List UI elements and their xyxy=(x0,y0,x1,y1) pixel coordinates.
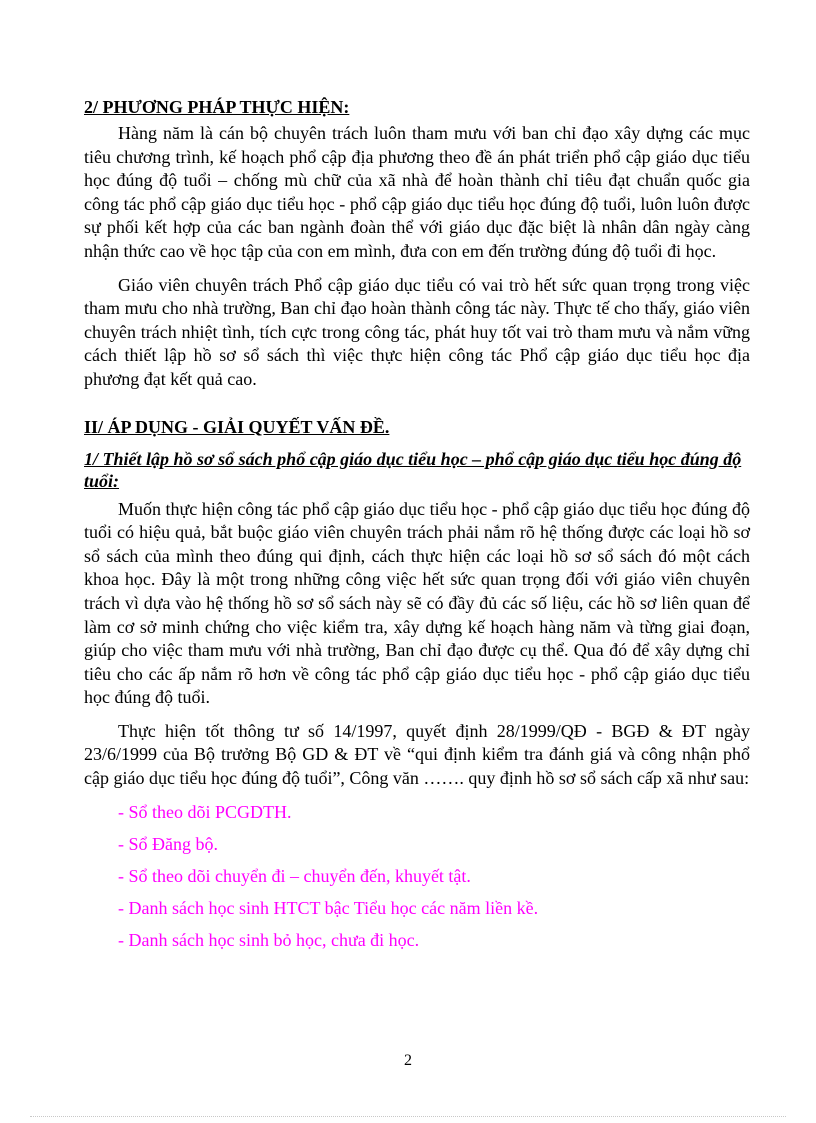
apply-paragraph-2: Thực hiện tốt thông tư số 14/1997, quyết định 28/1999/QĐ - BGĐ & ĐT ngày 23/6/1999 của Bộ trưởng Bộ GD & ĐT về “qui định kiểm tra đánh giá và công nhận phổ cập giáo dục tiểu học đúng độ tuổi”, Công văn ……. quy định hồ sơ sổ sách cấp xã như sau: xyxy=(84,720,750,789)
page-number: 2 xyxy=(404,1052,412,1069)
section-apply-title: II/ ÁP DỤNG - GIẢI QUYẾT VẤN ĐỀ. xyxy=(84,416,390,437)
page-divider xyxy=(30,1116,786,1117)
list-item: - Sổ theo dõi PCGDTH. xyxy=(118,801,292,822)
section-method-title: 2/ PHƯƠNG PHÁP THỰC HIỆN: xyxy=(84,97,350,117)
subsection-title: 1/ Thiết lập hồ sơ sổ sách phổ cập giáo dục tiểu học – phổ cập giáo dục tiểu học đúng độ tuổi: xyxy=(84,448,742,491)
list-item: - Sổ theo dõi chuyển đi – chuyển đến, khuyết tật. xyxy=(118,865,471,886)
list-item: - Danh sách học sinh HTCT bậc Tiểu học các năm liền kề. xyxy=(118,897,539,918)
list-item: - Danh sách học sinh bỏ học, chưa đi học. xyxy=(118,929,420,950)
apply-paragraph-1: Muốn thực hiện công tác phổ cập giáo dục tiểu học - phổ cập giáo dục tiểu học đúng độ tuổi có hiệu quả, bắt buộc giáo viên chuyên trách phải nắm rõ hệ thống được các loại hồ sơ sổ sách của mình theo đúng qui định, cách thực hiện các loại hồ sơ sổ sách đó một cách khoa học. Đây là một trong những công việc hết sức quan trọng đối với giáo viên chuyên trách vì dựa vào hệ thống hồ sơ sổ sách này sẽ có đầy đủ các số liệu, các hồ sơ liên quan để làm cơ sở minh chứng cho việc kiểm tra, xây dựng kế hoạch hàng năm và từng giai đoạn, giúp cho việc tham mưu với nhà trường, Ban chỉ đạo được cụ thể. Qua đó để xây dựng chỉ tiêu cho các ấp nắm rõ hơn về công tác phổ cập giáo dục tiểu học - phổ cập giáo dục tiểu học đúng độ tuổi. xyxy=(84,498,750,708)
document-page xyxy=(84,96,750,961)
method-paragraph-2: Giáo viên chuyên trách Phổ cập giáo dục tiểu có vai trò hết sức quan trọng trong việc tham mưu cho nhà trường, Ban chỉ đạo hoàn thành công tác này. Thực tế cho thấy, giáo viên chuyên trách nhiệt tình, tích cực trong công tác, phát huy tốt vai trò tham mưu và nắm vững cách thiết lập hồ sơ sổ sách thì việc thực hiện công tác Phổ cập giáo dục tiểu học địa phương đạt kết quả cao. xyxy=(84,274,750,389)
records-list xyxy=(84,801,750,951)
list-item: - Sổ Đăng bộ. xyxy=(118,833,218,854)
method-paragraph-1: Hàng năm là cán bộ chuyên trách luôn tham mưu với ban chỉ đạo xây dựng các mục tiêu chương trình, kế hoạch phổ cập địa phương theo đề án phát triển phổ cập giáo dục tiểu học đúng độ tuổi – chống mù chữ của xã nhà để hoàn thành chỉ tiêu đạt chuẩn quốc gia công tác phổ cập giáo dục tiểu học - phổ cập giáo dục tiểu học đúng độ tuổi, luôn luôn được sự phối kết hợp của các ban ngành đoàn thể với giáo dục đặc biệt là nhân dân ngày càng nhận thức cao về học tập của con em mình, đưa con em đến trường đúng độ tuổi đi học. xyxy=(84,123,750,261)
